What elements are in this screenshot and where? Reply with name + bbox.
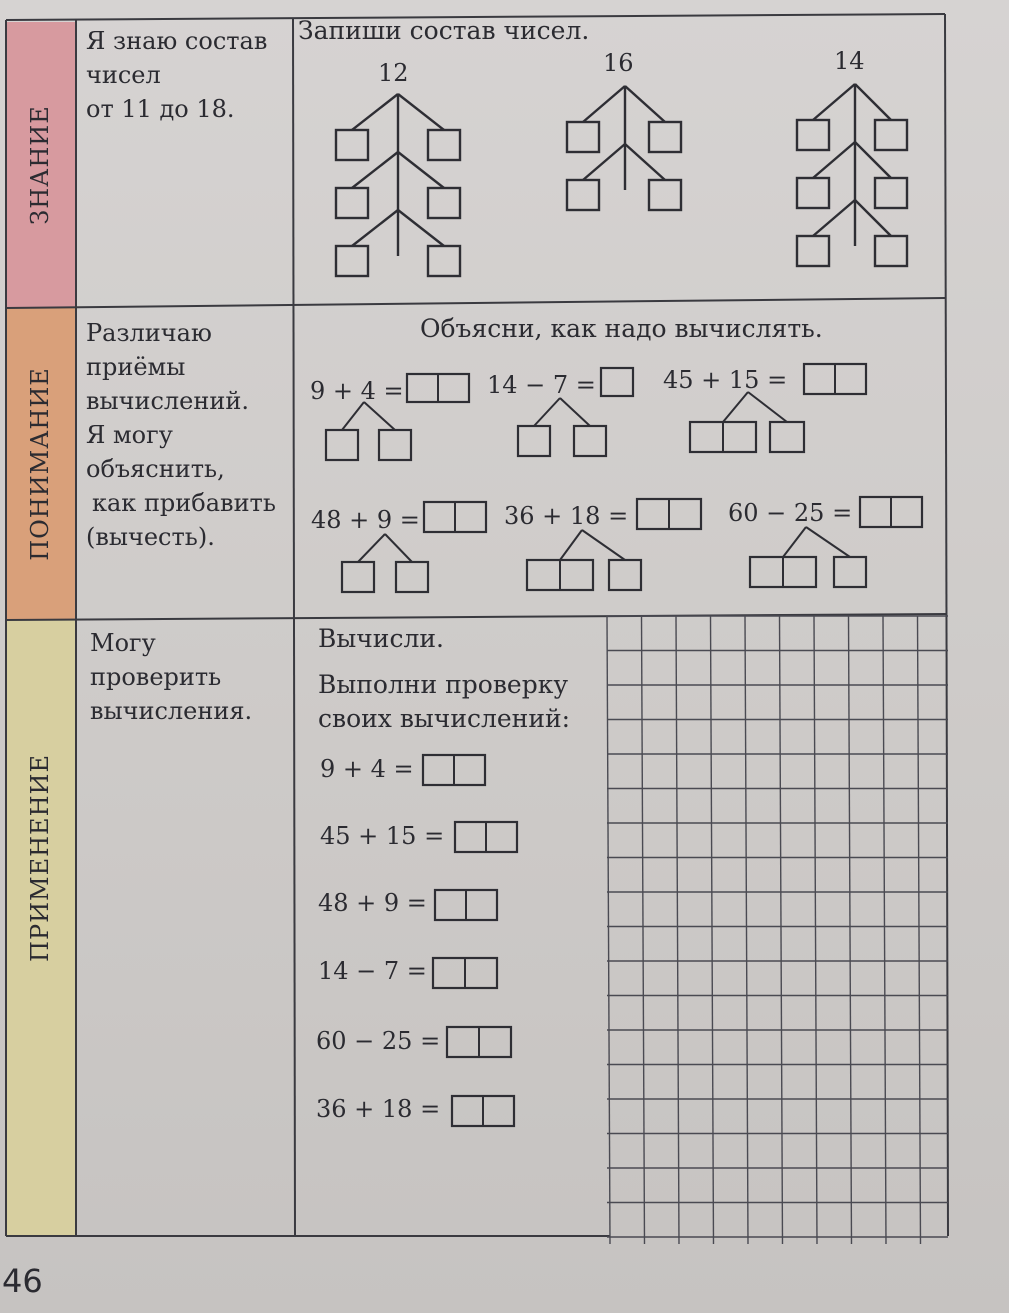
answer-box[interactable] bbox=[797, 120, 829, 150]
grid-line bbox=[607, 616, 610, 1244]
check-expression: 9 + 4 = bbox=[320, 755, 414, 783]
skill-text-line: приёмы bbox=[86, 353, 186, 381]
split-line bbox=[364, 402, 395, 430]
tree-branch bbox=[813, 84, 855, 120]
expression: 14 − 7 = bbox=[487, 371, 596, 399]
tree-number-14: 14 bbox=[834, 47, 865, 75]
skill-text-line: проверить bbox=[90, 663, 222, 691]
split-line bbox=[806, 527, 850, 557]
explanation-diagrams bbox=[326, 392, 866, 592]
answer-box[interactable] bbox=[428, 130, 460, 160]
check-expression: 45 + 15 = bbox=[320, 822, 445, 850]
answer-box[interactable] bbox=[379, 430, 411, 460]
grid-line bbox=[642, 616, 645, 1244]
tree-branch bbox=[583, 86, 625, 122]
grid-line bbox=[676, 616, 679, 1244]
skill-text-line: чисел bbox=[86, 61, 161, 89]
answer-box[interactable] bbox=[649, 122, 681, 152]
split-line bbox=[560, 530, 582, 560]
grid-line bbox=[745, 616, 748, 1244]
split-line bbox=[748, 392, 787, 422]
category-label-knowledge: ЗНАНИЕ bbox=[26, 105, 54, 225]
tree-number-12: 12 bbox=[378, 59, 409, 87]
category-label-understanding: ПОНИМАНИЕ bbox=[26, 367, 54, 561]
expression: 9 + 4 = bbox=[310, 377, 404, 405]
split-line bbox=[358, 534, 385, 562]
tree-branch bbox=[855, 142, 891, 178]
answer-box[interactable] bbox=[797, 178, 829, 208]
answer-box[interactable] bbox=[342, 562, 374, 592]
skill-text-line: вычисления. bbox=[90, 697, 253, 725]
split-line bbox=[534, 398, 560, 426]
grid-line bbox=[883, 616, 886, 1244]
skill-text-line: Я могу bbox=[86, 421, 173, 449]
tree-branch bbox=[583, 144, 625, 180]
answer-box[interactable] bbox=[336, 188, 368, 218]
answer-box[interactable] bbox=[574, 426, 606, 456]
split-line bbox=[783, 527, 806, 557]
tree-branch bbox=[398, 152, 444, 188]
grid-line bbox=[780, 616, 783, 1244]
task-subheading: Выполни проверку bbox=[318, 670, 569, 699]
tree-branch bbox=[625, 144, 665, 180]
tree-branch bbox=[625, 86, 665, 122]
skill-text-line: от 11 до 18. bbox=[86, 95, 235, 123]
expression: 60 − 25 = bbox=[728, 499, 853, 527]
tree-branch bbox=[352, 210, 398, 246]
skill-text-line: объяснить, bbox=[86, 455, 225, 483]
check-expression: 48 + 9 = bbox=[318, 889, 427, 917]
answer-box[interactable] bbox=[875, 236, 907, 266]
tree-number-16: 16 bbox=[603, 49, 634, 77]
skill-text-line: Я знаю состав bbox=[86, 27, 268, 55]
answer-box[interactable] bbox=[567, 180, 599, 210]
grid-line bbox=[814, 616, 817, 1244]
answer-box[interactable] bbox=[567, 122, 599, 152]
check-expression: 36 + 18 = bbox=[316, 1095, 441, 1123]
expression: 36 + 18 = bbox=[504, 502, 629, 530]
answer-box[interactable] bbox=[518, 426, 550, 456]
tree-branch bbox=[398, 210, 444, 246]
answer-box[interactable] bbox=[875, 120, 907, 150]
answer-box[interactable] bbox=[649, 180, 681, 210]
answer-box[interactable] bbox=[609, 560, 641, 590]
answer-box[interactable] bbox=[428, 188, 460, 218]
squared-paper-grid[interactable] bbox=[607, 616, 948, 1244]
check-expression: 60 − 25 = bbox=[316, 1027, 441, 1055]
number-composition-trees bbox=[336, 84, 907, 276]
answer-box[interactable] bbox=[428, 246, 460, 276]
answer-box[interactable] bbox=[770, 422, 804, 452]
tree-branch bbox=[855, 84, 891, 120]
split-line bbox=[582, 530, 625, 560]
tree-branch bbox=[352, 152, 398, 188]
check-expression: 14 − 7 = bbox=[318, 957, 427, 985]
page-number: 46 bbox=[2, 1262, 43, 1300]
split-line bbox=[723, 392, 748, 422]
expression: 45 + 15 = bbox=[663, 366, 788, 394]
split-line bbox=[385, 534, 412, 562]
skill-text-line: как прибавить bbox=[92, 489, 276, 517]
answer-box[interactable] bbox=[601, 368, 633, 396]
skill-text-line: Различаю bbox=[86, 319, 212, 347]
answer-boxes[interactable] bbox=[407, 364, 922, 1126]
task-heading: Вычисли. bbox=[318, 624, 444, 653]
answer-box[interactable] bbox=[797, 236, 829, 266]
task-subheading: своих вычислений: bbox=[318, 704, 571, 733]
skill-text-line: вычислений. bbox=[86, 387, 249, 415]
answer-box[interactable] bbox=[326, 430, 358, 460]
answer-box[interactable] bbox=[396, 562, 428, 592]
tree-branch bbox=[398, 94, 444, 130]
skill-text-line: (вычесть). bbox=[86, 523, 215, 551]
grid-line bbox=[711, 616, 714, 1244]
grid-line bbox=[918, 616, 921, 1244]
tree-branch bbox=[352, 94, 398, 130]
answer-box[interactable] bbox=[834, 557, 866, 587]
tree-branch bbox=[813, 200, 855, 236]
split-line bbox=[560, 398, 590, 426]
expression: 48 + 9 = bbox=[311, 506, 420, 534]
tree-branch bbox=[813, 142, 855, 178]
answer-box[interactable] bbox=[875, 178, 907, 208]
tree-branch bbox=[855, 200, 891, 236]
skill-text-line: Могу bbox=[90, 629, 156, 657]
split-line bbox=[342, 402, 364, 430]
answer-box[interactable] bbox=[336, 130, 368, 160]
task-heading: Запиши состав чисел. bbox=[298, 16, 590, 45]
task-heading: Объясни, как надо вычислять. bbox=[420, 314, 823, 343]
answer-box[interactable] bbox=[336, 246, 368, 276]
grid-line bbox=[849, 616, 852, 1244]
category-label-application: ПРИМЕНЕНИЕ bbox=[26, 754, 54, 962]
